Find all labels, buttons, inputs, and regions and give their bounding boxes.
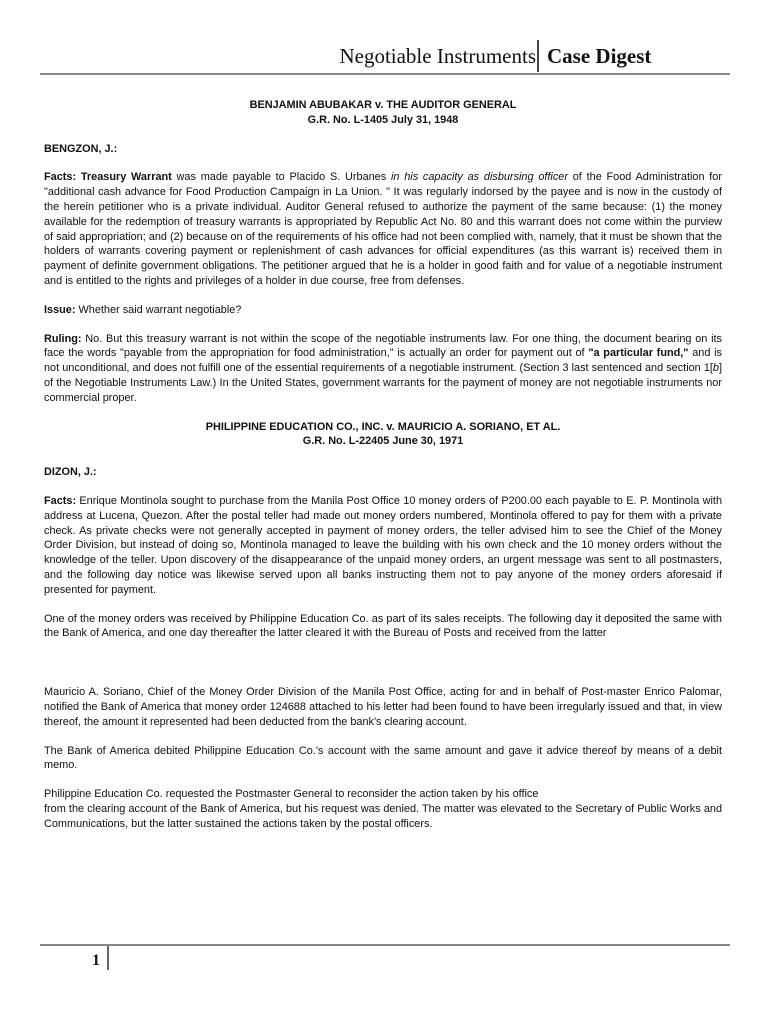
case1-ruling-label: Ruling: bbox=[44, 332, 82, 345]
case1-ruling-bold: "a particular fund," bbox=[588, 347, 689, 360]
case1-facts-bold: Treasury Warrant bbox=[80, 171, 172, 184]
case1-facts-italic: in his capacity as disbursing officer bbox=[390, 171, 568, 184]
header-rule bbox=[40, 73, 730, 75]
header-doc-type: Case Digest bbox=[547, 44, 652, 68]
case2-paragraph-3: Mauricio A. Soriano, Chief of the Money Order Division of the Manila Post Office, acting for and in behalf of Post-master Enrico Palomar, notified the Bank of America that money order 124688 attached to his letter had been found to have been irregularly issued and that, in view thereof, the amount it represented had been deducted from the bank's clearing account. bbox=[44, 686, 722, 728]
header-separator bbox=[537, 40, 539, 72]
case2-facts-text: Enrique Montinola sought to purchase from the Manila Post Office 10 money orders of P200.00 each payable to E. P. Montinola with address at Lucena, Quezon. After the postal teller had made out money orders numbered, Montinola offered to pay for them with a private check. As private checks were not generally accepted in payment of money orders, the teller advised him to see the Chief of the Money Order Division, but instead of doing so, Montinola managed to leave the building with his own check and the 10 money orders without the knowledge of the teller. Upon discovery of the disappearance of the unpaid money orders, an urgent message was sent to all postmasters, and the following day notice was likewise served upon all banks instructing them not to pay anyone of the money orders aforesaid if presented for payment. bbox=[44, 494, 722, 596]
case2-facts bbox=[44, 494, 722, 598]
case1-facts-text-b: of the Food Administration for "additional cash advance for Food Production Campaign in La Union. " It was regularly indorsed by the payee and is now in the custody of the herein petitioner who is a private individual. Auditor General refused to authorize the payment of the same because: (1) the money available for the redemption of treasury warrants is appropriated by Republic Act No. 80 and this warrant does not come within the purview of said appropriation; and (2) because on of the requirements of his office had not been complied with, namely, that it must be shown that the holders of warrants covering payment or replenishment of cash advances for official expenditures (as this warrant is) received them in payment of definite government obligations. The petitioner argued that he is a holder in good faith and for value of a negotiable instrument and is entitled to the rights and privileges of a holder in due course, free from defenses. bbox=[44, 171, 722, 287]
case1-ruling-text-b: and is not unconditional, and does not fulfill one of the essential requirements of a negotiable instrument. (Section 3 last sentenced and section 1[ bbox=[44, 347, 722, 375]
case1-gr-number: G.R. No. L-1405 July 31, 1948 bbox=[307, 113, 459, 126]
case2-paragraph-2: One of the money orders was received by Philippine Education Co. as part of its sales receipts. The following day it deposited the same with the Bank of America, and one day thereafter the latter cleared it with the Bureau of Posts and received from the latter bbox=[44, 612, 722, 640]
footer-rule bbox=[40, 944, 730, 946]
case1-judge: BENGZON, J.: bbox=[44, 142, 118, 155]
case1-ruling-italic: b bbox=[712, 362, 719, 375]
page-content bbox=[44, 98, 722, 831]
case1-facts-text-a: was made payable to Placido S. Urbanes bbox=[171, 171, 391, 184]
case2-paragraph-5-line1: Philippine Education Co. requested the Postmaster General to reconsider the action taken by his office bbox=[44, 788, 539, 801]
case1-ruling-text-a: No. But this treasury warrant is not within the scope of the negotiable instruments law. For one thing, the document bearing on its face the words "payable from the appropriation for food administration," is actually an order for payment out of bbox=[44, 332, 722, 360]
case2-gr-number: G.R. No. L-22405 June 30, 1971 bbox=[302, 435, 464, 448]
page-number-bar bbox=[107, 946, 109, 970]
header-subject-title: Negotiable Instruments bbox=[339, 44, 536, 68]
case1-ruling-text-c: ] of the Negotiable Instruments Law.) In the United States, government warrants for the payment of money are not negotiable instruments nor commercial proper. bbox=[44, 362, 722, 404]
case2-paragraph-4: The Bank of America debited Philippine Education Co.'s account with the same amount and gave it advice thereof by means of a debit memo. bbox=[44, 744, 722, 772]
case2-title: PHILIPPINE EDUCATION CO., INC. v. MAURICIO A. SORIANO, ET AL. bbox=[205, 420, 561, 433]
case2-paragraph-5-rest: from the clearing account of the Bank of America, but his request was denied. The matter was elevated to the Secretary of Public Works and Communications, but the latter sustained the actions taken by the postal officers. bbox=[44, 802, 722, 830]
case1-issue-text: Whether said warrant negotiable? bbox=[75, 303, 242, 316]
case1-facts-label: Facts: bbox=[44, 171, 77, 184]
case1-issue bbox=[44, 303, 722, 318]
case1-issue-label: Issue: bbox=[44, 303, 76, 316]
case1-ruling bbox=[44, 332, 722, 406]
case1-title: BENJAMIN ABUBAKAR v. THE AUDITOR GENERAL bbox=[249, 99, 517, 111]
case2-facts-label: Facts: bbox=[44, 494, 77, 507]
page-header bbox=[40, 40, 730, 74]
case1-facts bbox=[44, 170, 722, 288]
case2-judge: DIZON, J.: bbox=[44, 466, 97, 479]
page-number: 1 bbox=[92, 952, 100, 969]
